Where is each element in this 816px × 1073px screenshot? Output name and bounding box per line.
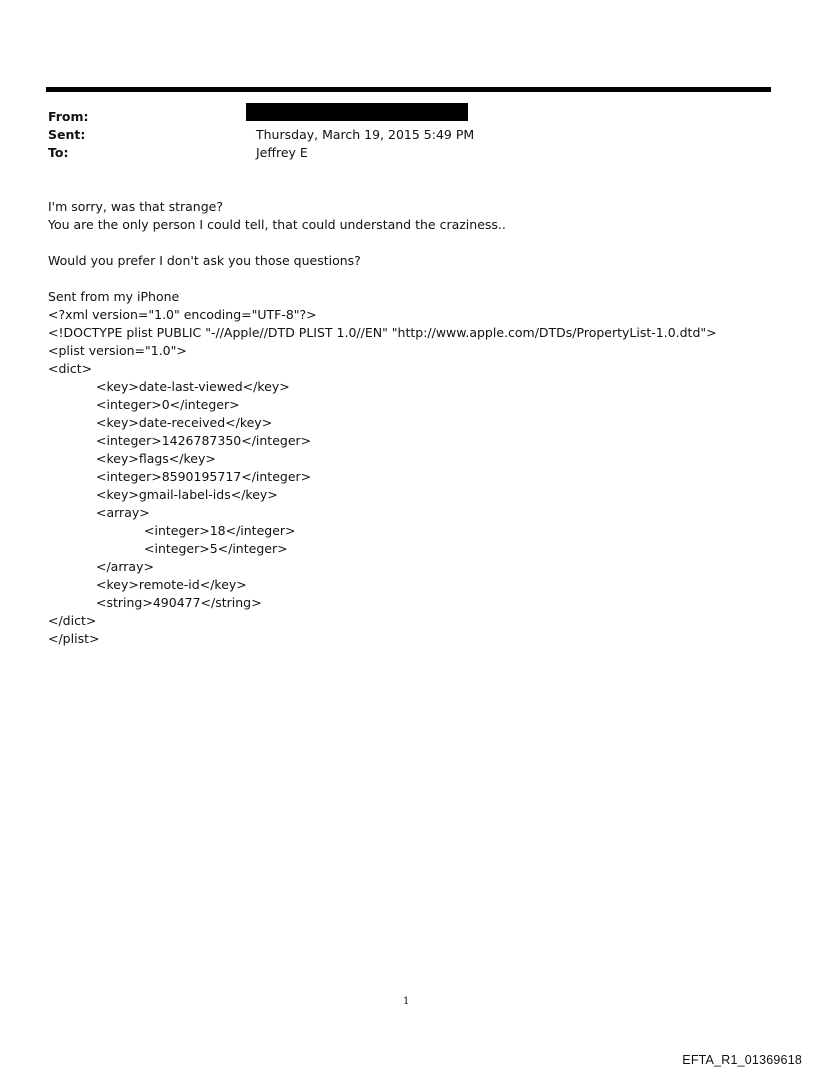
- xml-line: <dict>: [48, 361, 93, 376]
- message-line: I'm sorry, was that strange?: [48, 199, 223, 214]
- xml-line: <integer>8590195717</integer>: [96, 469, 312, 484]
- to-value: Jeffrey E: [256, 145, 308, 160]
- header-divider: [46, 87, 771, 92]
- xml-line: <integer>1426787350</integer>: [96, 433, 312, 448]
- xml-line: <integer>0</integer>: [96, 397, 240, 412]
- xml-line: <key>date-last-viewed</key>: [96, 379, 290, 394]
- xml-line: <array>: [96, 505, 150, 520]
- xml-line: <plist version="1.0">: [48, 343, 187, 358]
- sent-label: Sent:: [48, 127, 86, 142]
- redaction-box: [246, 103, 468, 121]
- message-line: Would you prefer I don't ask you those questions?: [48, 253, 361, 268]
- document-id: EFTA_R1_01369618: [682, 1053, 802, 1067]
- xml-line: <!DOCTYPE plist PUBLIC "-//Apple//DTD PLIST 1.0//EN" "http://www.apple.com/DTDs/PropertyList-1.0.dtd">: [48, 325, 717, 340]
- xml-line: <key>remote-id</key>: [96, 577, 247, 592]
- message-line: You are the only person I could tell, that could understand the craziness..: [48, 217, 506, 232]
- signature-line: Sent from my iPhone: [48, 289, 180, 304]
- page-number: 1: [403, 996, 410, 1007]
- xml-line: </plist>: [48, 631, 100, 646]
- to-label: To:: [48, 145, 69, 160]
- sent-value: Thursday, March 19, 2015 5:49 PM: [256, 127, 475, 142]
- xml-line: </dict>: [48, 613, 97, 628]
- xml-line: <string>490477</string>: [96, 595, 262, 610]
- xml-line: </array>: [96, 559, 154, 574]
- xml-line: <integer>5</integer>: [144, 541, 288, 556]
- xml-line: <key>flags</key>: [96, 451, 216, 466]
- from-label: From:: [48, 109, 89, 124]
- xml-line: <key>date-received</key>: [96, 415, 273, 430]
- xml-line: <integer>18</integer>: [144, 523, 296, 538]
- xml-line: <?xml version="1.0" encoding="UTF-8"?>: [48, 307, 317, 322]
- xml-line: <key>gmail-label-ids</key>: [96, 487, 278, 502]
